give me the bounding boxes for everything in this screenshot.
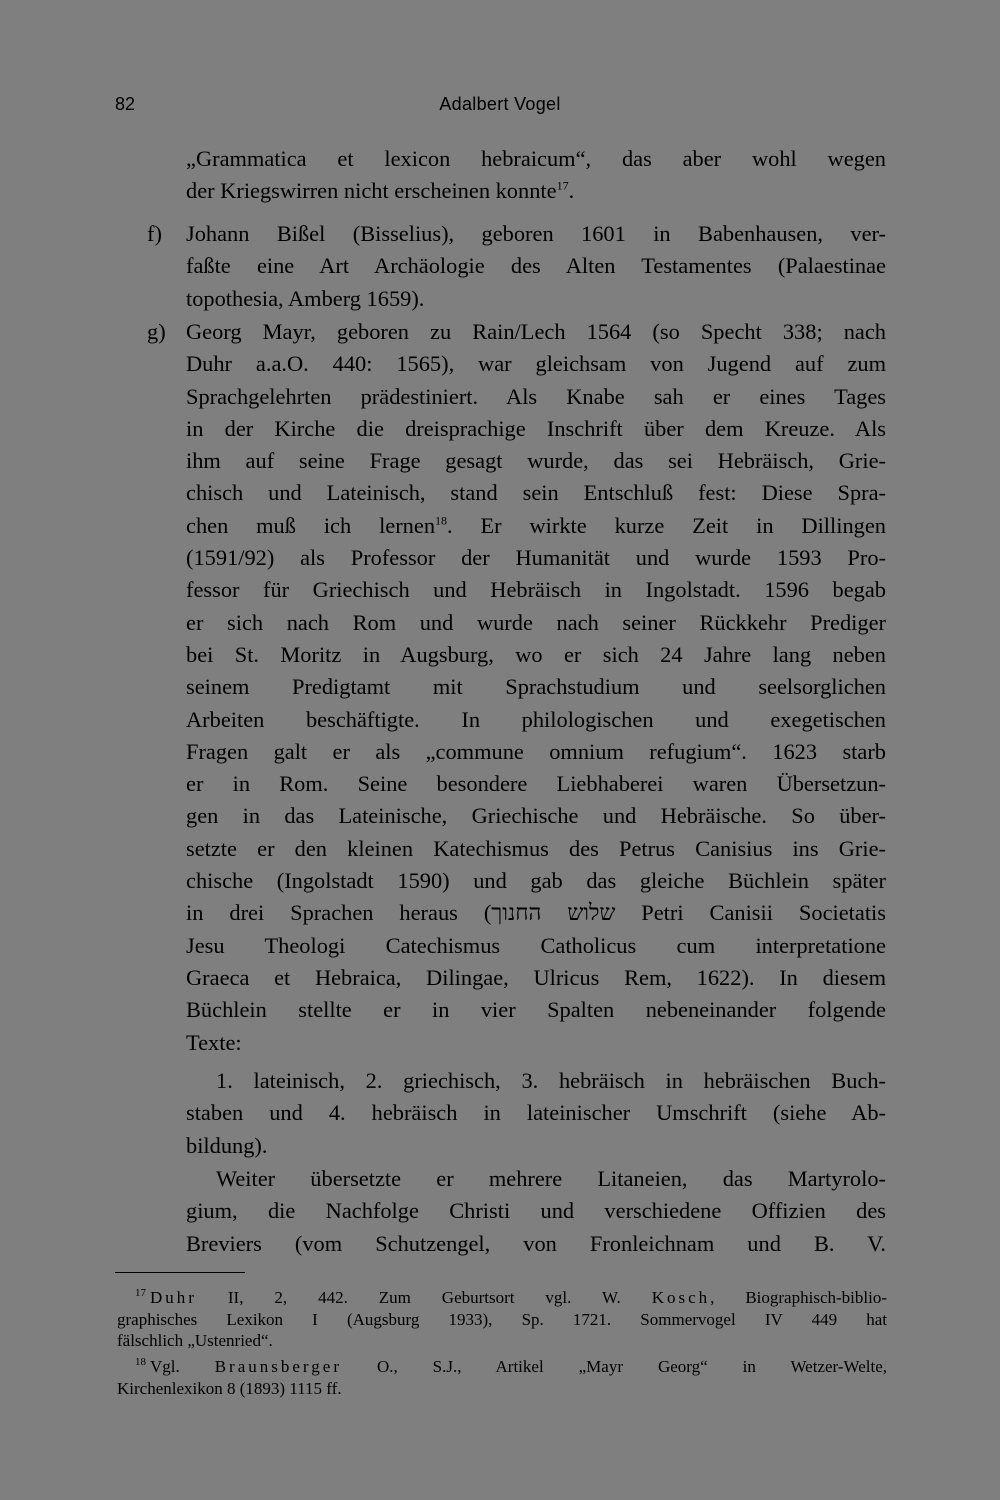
text-line: „Grammatica et lexicon hebraicum“, das aber wohl wegen <box>186 146 886 171</box>
item-g <box>147 316 886 1059</box>
footnote-ref-18: 18 <box>435 513 448 528</box>
text-line: seinem Predigtamt mit Sprachstudium und seelsorglichen <box>186 674 886 700</box>
item-label-g: g) <box>147 319 166 344</box>
footnote-divider <box>115 1272 245 1273</box>
text-line: chen muß ich lernen$^{18}$. Er wirkte kurze Zeit in Dillingen <box>186 512 886 538</box>
column-list <box>186 1065 886 1162</box>
text-line: Graeca et Hebraica, Dilingae, Ulricus Rem, 1622). In diesem <box>186 964 886 990</box>
item-label-f: f) <box>147 221 162 246</box>
footnote-number: 17 <box>135 1287 146 1300</box>
text-line: Büchlein stellte er in vier Spalten nebeneinander folgende <box>186 997 886 1023</box>
intro-paragraph <box>186 143 886 208</box>
text-line: in drei Sprachen heraus (שלוש החנוך Petri Canisii Societatis <box>186 900 886 926</box>
footnote-line: Kirchenlexikon 8 (1893) 1115 ff. <box>117 1378 342 1398</box>
text-line: in der Kirche die dreisprachige Inschrift über dem Kreuze. Als <box>186 415 886 441</box>
text-line: Fragen galt er als „commune omnium refugium“. 1623 starb <box>186 738 886 764</box>
text-line: staben und 4. hebräisch in lateinischer Umschrift (siehe Ab- <box>186 1100 886 1126</box>
text-line: setzte er den kleinen Katechismus des Petrus Canisius ins Grie- <box>186 835 886 861</box>
text-line: bildung). <box>186 1132 268 1158</box>
footnote-line: fälschlich „Ustenried“. <box>117 1331 273 1350</box>
text-line: er in Rom. Seine besondere Liebhaberei waren Übersetzun- <box>186 771 886 797</box>
text-line: 1. lateinisch, 2. griechisch, 3. hebräisch in hebräischen Buch- <box>216 1068 886 1093</box>
text-line: Breviers (vom Schutzengel, von Fronleichnam und B. V. <box>186 1230 886 1256</box>
text-line: er sich nach Rom und wurde nach seiner Rückkehr Prediger <box>186 609 886 635</box>
text-line: faßte eine Art Archäologie des Alten Testamentes (Palaestinae <box>186 253 886 279</box>
item-f <box>147 218 886 315</box>
text-line: (1591/92) als Professor der Humanität und wurde 1593 Pro- <box>186 545 886 571</box>
footnote-18 <box>117 1356 887 1399</box>
text-line: Sprachgelehrten prädestiniert. Als Knabe sah er eines Tages <box>186 383 886 409</box>
text-line: chisch und Lateinisch, stand sein Entschluß fest: Diese Spra- <box>186 480 886 506</box>
text-line: Johann Bißel (Bisselius), geboren 1601 in Babenhausen, ver- <box>186 221 886 246</box>
text-line: der Kriegswirren nicht erscheinen konnte$^{17}$. <box>186 178 575 204</box>
text-line: topothesia, Amberg 1659). <box>186 285 425 311</box>
page-header <box>115 94 885 120</box>
text-line: ihm auf seine Frage gesagt wurde, das sei Hebräisch, Grie- <box>186 448 886 474</box>
footnote-number: 18 <box>135 1356 146 1369</box>
footnote-17 <box>117 1287 887 1352</box>
footnote-ref-17: 17 <box>556 178 569 193</box>
text-line: gen in das Lateinische, Griechische und Hebräische. So über- <box>186 803 886 829</box>
text-line: Georg Mayr, geboren zu Rain/Lech 1564 (so Specht 338; nach <box>186 319 886 344</box>
running-head: Adalbert Vogel <box>439 94 561 114</box>
text-line: chische (Ingolstadt 1590) und gab das gleiche Büchlein später <box>186 868 886 894</box>
text-line: Texte: <box>186 1029 242 1055</box>
footnote-line: $^{18}$ Vgl. Braunsberger O., S.J., Artikel „Mayr Georg“ in Wetzer-Welte, <box>135 1356 887 1376</box>
text-line: bei St. Moritz in Augsburg, wo er sich 24 Jahre lang neben <box>186 641 886 667</box>
footnote-line: graphisches Lexikon I (Augsburg 1933), Sp. 1721. Sommervogel IV 449 hat <box>117 1309 887 1329</box>
text-line: Jesu Theologi Catechismus Catholicus cum interpretatione <box>186 932 886 958</box>
text-line: gium, die Nachfolge Christi und verschiedene Offizien des <box>186 1198 886 1224</box>
page-number: 82 <box>115 94 136 114</box>
paragraph-2 <box>186 1163 886 1260</box>
text-line: Arbeiten beschäftigte. In philologischen und exegetischen <box>186 706 886 732</box>
footnote-line: $^{17}$ Duhr II, 2, 442. Zum Geburtsort vgl. W. Kosch, Biographisch-biblio- <box>135 1287 887 1307</box>
text-line: fessor für Griechisch und Hebräisch in Ingolstadt. 1596 begab <box>186 577 886 603</box>
text-line: Weiter übersetzte er mehrere Litaneien, das Martyrolo- <box>216 1166 886 1191</box>
text-line: Duhr a.a.O. 440: 1565), war gleichsam von Jugend auf zum <box>186 351 886 377</box>
